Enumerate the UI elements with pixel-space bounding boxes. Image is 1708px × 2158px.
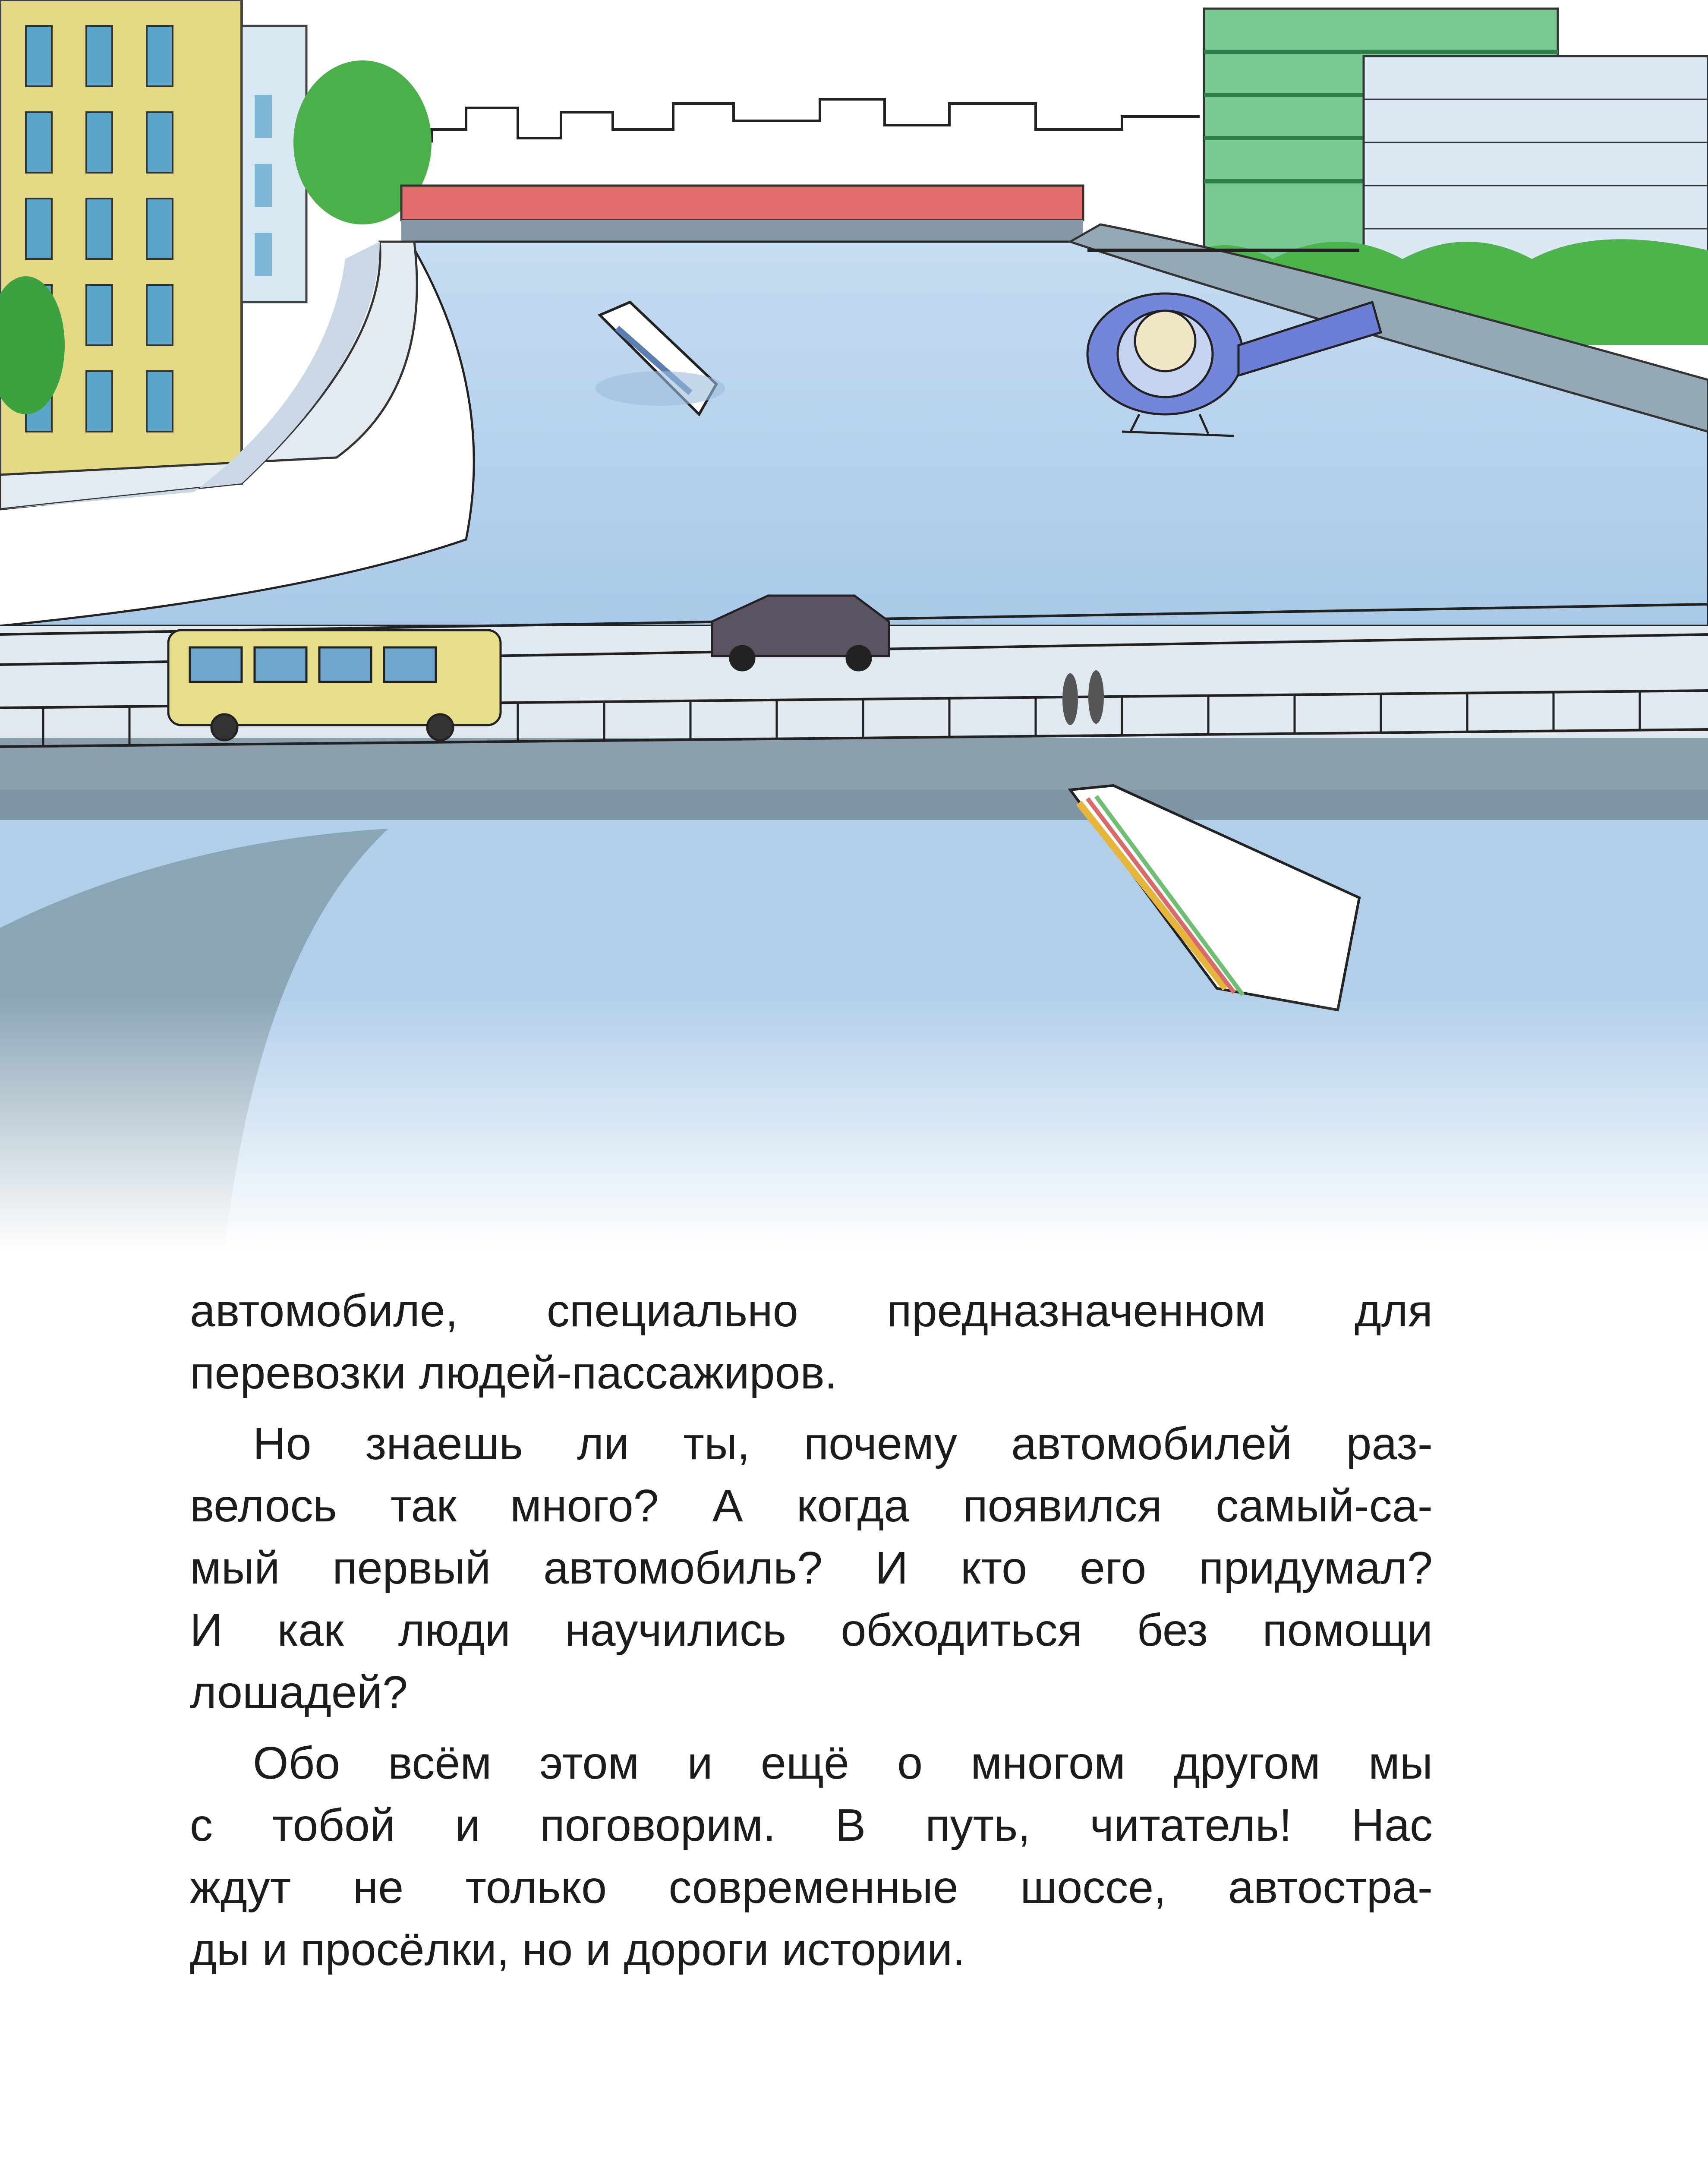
text-line: перевозки людей-пассажиров. (190, 1347, 838, 1398)
bus-icon (168, 630, 501, 740)
text-line: ды и просёлки, но и дороги истории. (190, 1924, 965, 1975)
paragraph-2 (190, 1413, 1433, 1723)
far-bridge (401, 186, 1083, 220)
body-text (190, 1280, 1433, 1989)
text-line: ждут не только современные шоссе, автостра- (190, 1862, 1433, 1913)
text-line: велось так много? А когда появился самый-са- (190, 1480, 1433, 1531)
paragraph-3 (190, 1732, 1433, 1981)
paragraph-1 (190, 1280, 1433, 1404)
text-line: мый первый автомобиль? И кто его придумал? (190, 1543, 1433, 1593)
text-line: автомобиле, специально предназначенном для (190, 1285, 1433, 1336)
text-line: И как люди научились обходиться без помощи (190, 1605, 1433, 1656)
text-line: Но знаешь ли ты, почему автомобилей раз- (253, 1418, 1433, 1469)
text-line: лошадей? (190, 1667, 408, 1718)
text-line: с тобой и поговорим. В путь, читатель! Нас (190, 1800, 1433, 1851)
text-line: Обо всём этом и ещё о многом другом мы (253, 1738, 1433, 1789)
